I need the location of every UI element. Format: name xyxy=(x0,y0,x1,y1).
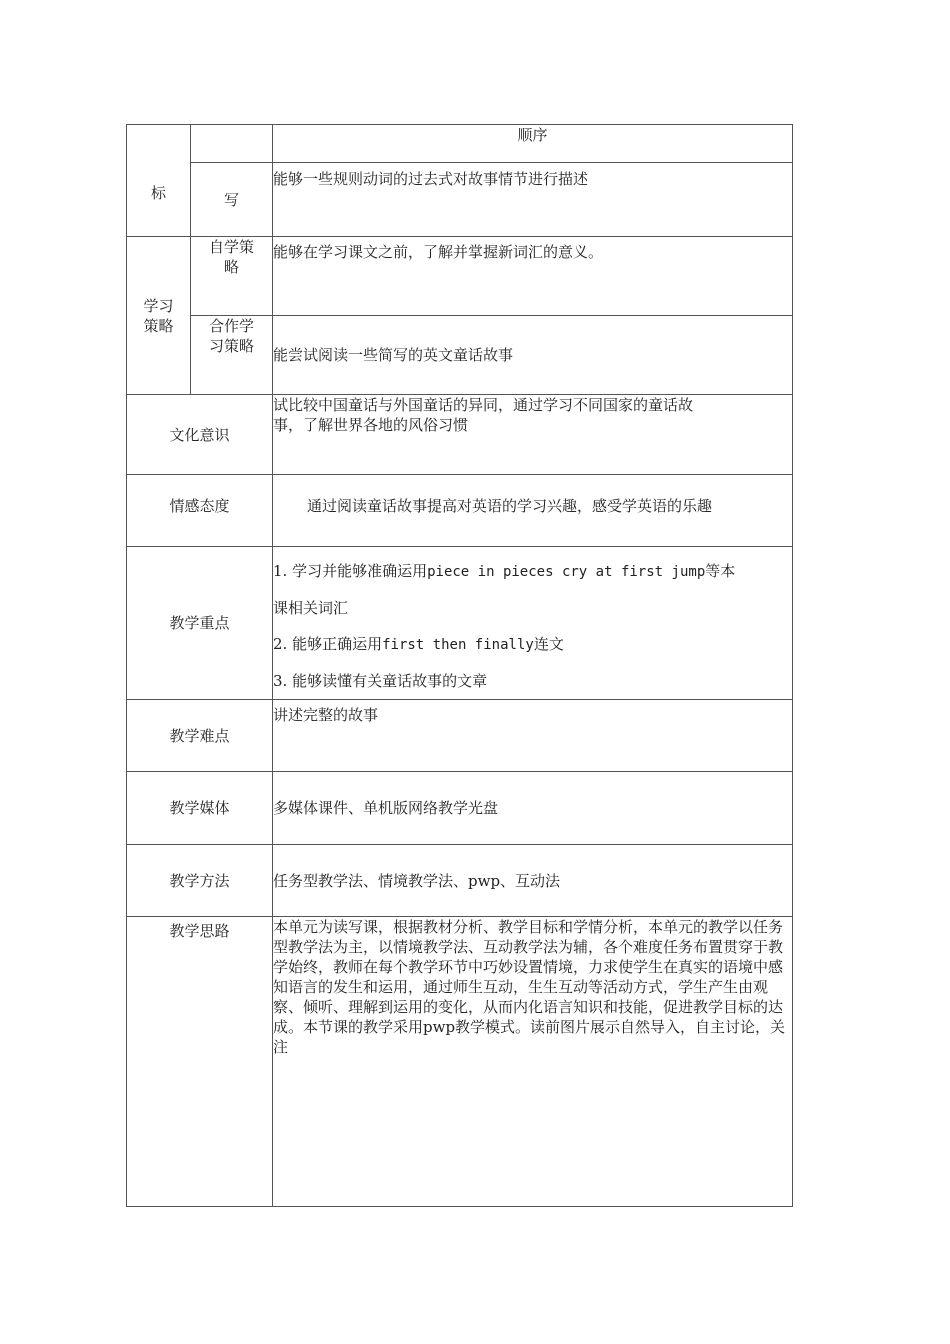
difficulty-label: 教学难点 xyxy=(169,726,230,745)
self-strategy-label-line2: 略 xyxy=(223,258,239,276)
approach-label: 教学思路 xyxy=(169,922,230,940)
order-cell xyxy=(273,125,793,163)
method-label-cell xyxy=(127,845,273,917)
culture-label: 文化意识 xyxy=(169,425,230,444)
approach-value-cell xyxy=(273,917,793,1207)
key-points-value-cell xyxy=(273,547,793,700)
self-strategy-value: 能够在学习课文之前，了解并掌握新词汇的意义。 xyxy=(273,243,604,261)
coop-strategy-label-line1: 合作学 xyxy=(208,317,254,335)
key-point-2 xyxy=(273,626,792,663)
row-writing xyxy=(127,163,793,237)
strategy-label-line2: 策略 xyxy=(143,316,174,335)
row-emotion xyxy=(127,475,793,547)
key-point-1-continued: 课相关词汇 xyxy=(273,599,349,617)
strategy-label-cell xyxy=(127,237,191,395)
order-text: 顺序 xyxy=(517,126,548,144)
self-strategy-label-cell xyxy=(191,237,273,316)
objective-label: 标 xyxy=(150,183,166,202)
emotion-label: 情感态度 xyxy=(169,497,230,515)
writing-label-cell xyxy=(191,163,273,237)
empty-cell xyxy=(191,125,273,163)
row-order xyxy=(127,125,793,163)
key-point-2-prefix: 2. 能够正确运用 xyxy=(273,635,383,653)
key-point-2-words: first then finally xyxy=(382,637,534,653)
writing-value-cell xyxy=(273,163,793,237)
culture-label-cell xyxy=(127,395,273,475)
row-difficulty xyxy=(127,700,793,772)
key-points-label-cell xyxy=(127,547,273,700)
coop-strategy-value: 能尝试阅读一些简写的英文童话故事 xyxy=(273,346,514,364)
row-key-points xyxy=(127,547,793,700)
objective-label-cell xyxy=(127,125,191,237)
culture-line1: 试比较中国童话与外国童话的异同，通过学习不同国家的童话故 xyxy=(273,396,694,414)
key-point-1-prefix: 1. 学习并能够准确运用 xyxy=(273,562,428,580)
key-point-2-suffix: 连文 xyxy=(533,635,564,653)
row-approach xyxy=(127,917,793,1207)
difficulty-label-cell xyxy=(127,700,273,772)
media-label-cell xyxy=(127,772,273,845)
culture-value-cell xyxy=(273,395,793,475)
method-value-cell xyxy=(273,845,793,917)
approach-label-cell xyxy=(127,917,273,1207)
difficulty-value-cell xyxy=(273,700,793,772)
writing-value: 能够一些规则动词的过去式对故事情节进行描述 xyxy=(273,170,589,188)
approach-value: 本单元为读写课，根据教材分析、教学目标和学情分析，本单元的教学以任务型教学法为主，以情境教学法、互动教学法为辅，各个难度任务布置贯穿于教学始终，教师在每个教学环节中巧妙设置情境，力求使学生在真实的语境中感知语言的发生和运用，通过师生互动，生生互动等活动方式，学生产生由观察、倾听、理解到运用的变化，从而内化语言知识和技能，促进教学目标的达成。本节课的教学采用pwp教学模式。读前图片展示自然导入，自主讨论，关注 xyxy=(273,918,786,1056)
lesson-plan-table xyxy=(126,124,793,1207)
media-value: 多媒体课件、单机版网络教学光盘 xyxy=(273,799,499,817)
culture-line2: 事，了解世界各地的风俗习惯 xyxy=(273,416,469,434)
key-point-3: 3. 能够读懂有关童话故事的文章 xyxy=(273,672,488,690)
row-self-strategy xyxy=(127,237,793,316)
strategy-label-line1: 学习 xyxy=(143,296,174,315)
row-media xyxy=(127,772,793,845)
emotion-label-cell xyxy=(127,475,273,547)
emotion-value: 通过阅读童话故事提高对英语的学习兴趣，感受学英语的乐趣 xyxy=(307,497,713,515)
self-strategy-value-cell xyxy=(273,237,793,316)
emotion-value-cell xyxy=(273,475,793,547)
coop-strategy-label-line2: 习策略 xyxy=(208,337,254,355)
row-coop-strategy xyxy=(127,316,793,395)
coop-strategy-value-cell xyxy=(273,316,793,395)
self-strategy-label-line1: 自学策 xyxy=(208,238,254,256)
key-point-1 xyxy=(273,553,792,590)
difficulty-value: 讲述完整的故事 xyxy=(273,706,379,724)
key-points-label: 教学重点 xyxy=(169,614,230,632)
media-label: 教学媒体 xyxy=(169,799,230,817)
coop-strategy-label-cell xyxy=(191,316,273,395)
method-label: 教学方法 xyxy=(169,871,230,890)
key-point-1-words: piece in pieces cry at first jump xyxy=(427,564,706,580)
key-point-1-suffix: 等本 xyxy=(705,562,736,580)
method-value: 任务型教学法、情境教学法、pwp、互动法 xyxy=(273,871,561,890)
media-value-cell xyxy=(273,772,793,845)
writing-label: 写 xyxy=(223,190,239,209)
row-method xyxy=(127,845,793,917)
row-culture xyxy=(127,395,793,475)
